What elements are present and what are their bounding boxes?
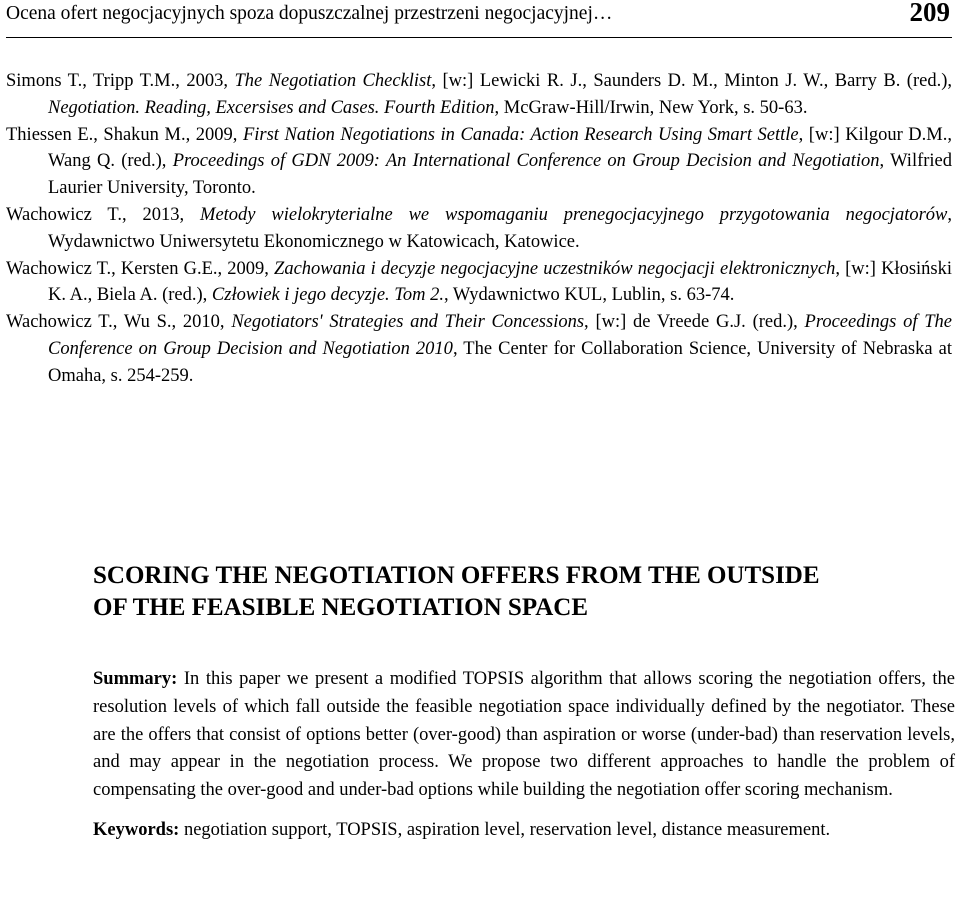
reference-entry: Wachowicz T., 2013, Metody wielokryterialne we wspomaganiu prenegocjacyjnego przygotowania negocjatorów, Wydawnictwo Uniwersytetu Ekonomicznego w Katowicach, Katowice. [6, 204, 952, 252]
summary-text: In this paper we present a modified TOPSIS algorithm that allows scoring the negotiation offers, the resolution levels of which fall outside the feasible negotiation space individually defined by the negotiator. These are the offers that consist of options better (over-good) than aspiration or worse (under-bad) than reservation levels, and may appear in the negotiation process. We propose two different approaches to handle the problem of compensating the over-good and under-bad options while building the negotiation offer scoring mechanism. [93, 669, 955, 801]
page-number: 209 [909, 0, 950, 27]
summary-paragraph [93, 666, 955, 805]
reference-list [6, 68, 952, 390]
running-title: Ocena ofert negocjacyjnych spoza dopuszczalnej przestrzeni negocjacyjnej… [6, 3, 613, 24]
keywords-paragraph [93, 817, 955, 845]
running-header [6, 0, 952, 38]
article-title: SCORING THE NEGOTIATION OFFERS FROM THE OUTSIDE OF THE FEASIBLE NEGOTIATION SPACE [93, 562, 820, 621]
keywords-text: negotiation support, TOPSIS, aspiration level, reservation level, distance measurement. [179, 819, 831, 840]
summary-label: Summary: [93, 669, 178, 689]
reference-entry: Simons T., Tripp T.M., 2003, The Negotiation Checklist, [w:] Lewicki R. J., Saunders D. M., Minton J. W., Barry B. (red.), Negotiation. Reading, Excersises and Cases. Fourth Edition, McGraw-Hill/Irwin, New York, s. 50-63. [6, 71, 952, 118]
reference-entry: Wachowicz T., Kersten G.E., 2009, Zachowania i decyzje negocjacyjne uczestników negocjacji elektronicznych, [w:] Kłosiński K. A., Biela A. (red.), Człowiek i jego decyzje. Tom 2., Wydawnictwo KUL, Lublin, s. 63-74. [6, 258, 953, 306]
reference-entry: Wachowicz T., Wu S., 2010, Negotiators' Strategies and Their Concessions, [w:] de Vreede G.J. (red.), Proceedings of The Conference on Group Decision and Negotiation 2010, The Center for Collaboration Science, University of Nebraska at Omaha, s. 254-259. [6, 312, 952, 386]
reference-entry: Thiessen E., Shakun M., 2009, First Nation Negotiations in Canada: Action Research Using Smart Settle, [w:] Kilgour D.M., Wang Q. (red.), Proceedings of GDN 2009: An International Conference on Group Decision and Negotiation, Wilfried Laurier University, Toronto. [6, 124, 953, 199]
keywords-label: Keywords: [93, 819, 180, 840]
english-abstract [93, 560, 955, 845]
